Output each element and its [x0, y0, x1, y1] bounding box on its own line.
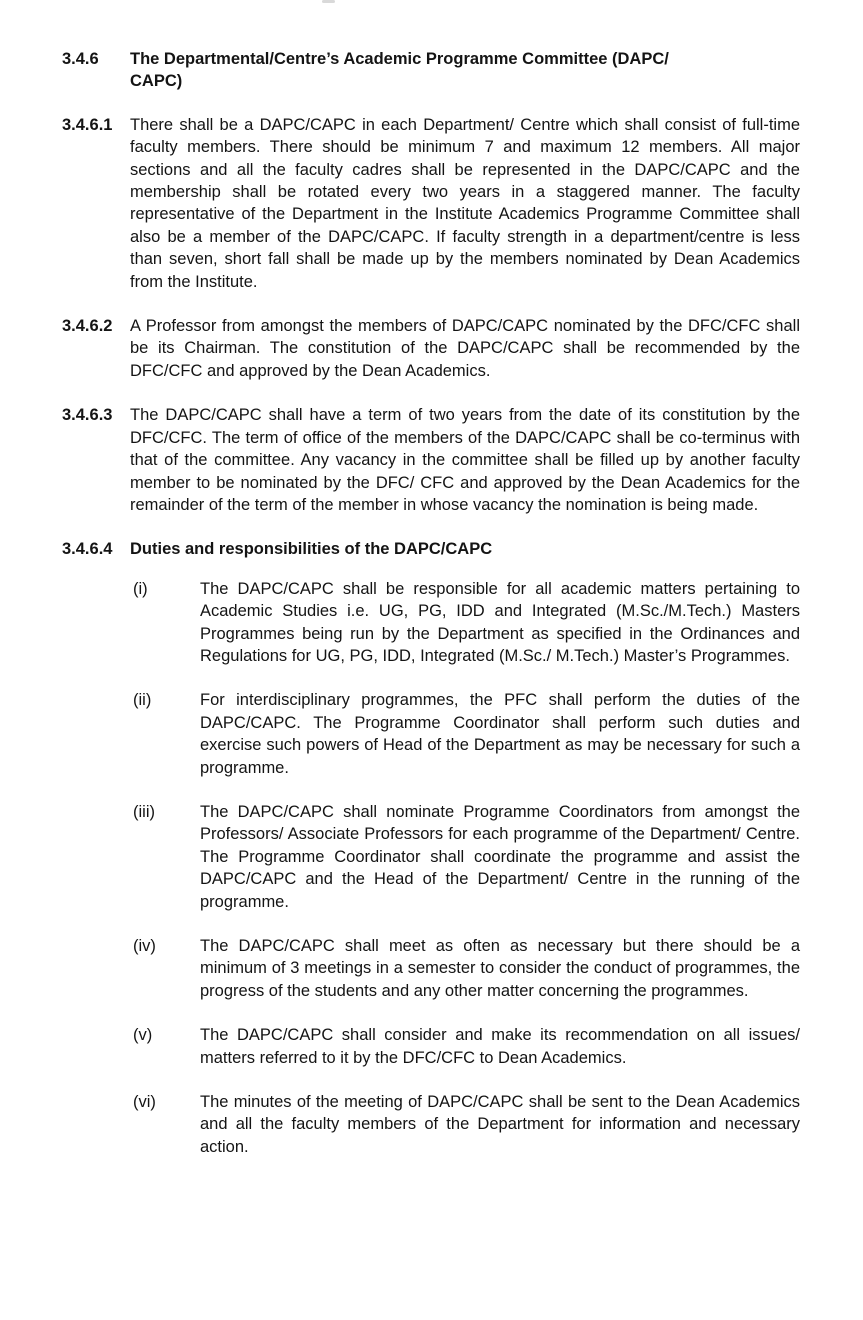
item-text: The DAPC/CAPC shall be responsible for all academic matters pertaining to Academic Studies i.e. UG, PG, IDD and Integrated (M.Sc./M.Tech.) Masters Programmes being run by the Department as specified in the Ordinances and Regulations for UG, PG, IDD, Integrated (M.Sc./ M.Tech.) Master’s Programmes.: [200, 579, 800, 665]
item-marker: (i): [133, 579, 148, 598]
section-heading: [62, 48, 800, 93]
clause-number: 3.4.6.2: [62, 317, 113, 336]
item-text: The minutes of the meeting of DAPC/CAPC shall be sent to the Dean Academics and all the faculty members of the Department for information and necessary action.: [200, 1093, 800, 1156]
clause-number: 3.4.6.4: [62, 540, 113, 559]
section-number: 3.4.6: [62, 50, 99, 68]
item-text: The DAPC/CAPC shall nominate Programme Coordinators from amongst the Professors/ Associate Professors for each programme of the Department/ Centre. The Programme Coordinator shall coordinate the programme and assist the DAPC/CAPC and the Head of the Department/ Centre in the running of the programme.: [200, 802, 800, 911]
duty-item-v: [133, 1024, 800, 1069]
clause-title: Duties and responsibilities of the DAPC/CAPC: [130, 540, 493, 559]
clause-number: 3.4.6.1: [62, 115, 113, 134]
clause-text: A Professor from amongst the members of DAPC/CAPC nominated by the DFC/CFC shall be its Chairman. The constitution of the DAPC/CAPC shall be recommended by the DFC/CFC and approved by the Dean Academics.: [130, 317, 800, 380]
section-title-line-1: The Departmental/Centre’s Academic Programme Committee (DAPC/: [130, 50, 669, 68]
section-title: [130, 48, 800, 93]
item-marker: (iv): [133, 937, 156, 955]
duty-item-ii: [133, 689, 800, 779]
item-text: The DAPC/CAPC shall meet as often as necessary but there should be a minimum of 3 meetings in a semester to consider the conduct of programmes, the progress of the students and any other matter concerning the programmes.: [200, 937, 800, 1000]
clause-3-4-6-1: [62, 114, 800, 293]
duties-list: [133, 578, 800, 1159]
clause-number: 3.4.6.3: [62, 406, 113, 425]
item-marker: (ii): [133, 691, 152, 710]
duty-item-iii: [133, 801, 800, 913]
item-marker: (iii): [133, 802, 155, 821]
section-title-line-2: CAPC): [130, 72, 183, 91]
page-edge-artifact: [322, 0, 335, 3]
item-text: The DAPC/CAPC shall consider and make its recommendation on all issues/ matters referred to it by the DFC/CFC to Dean Academics.: [200, 1026, 800, 1067]
clause-3-4-6-4-heading: [62, 538, 800, 560]
item-text: For interdisciplinary programmes, the PFC shall perform the duties of the DAPC/CAPC. The Programme Coordinator shall perform such duties and exercise such powers of Head of the Department as may be necessary for such a programme.: [200, 691, 800, 777]
duty-item-vi: [133, 1091, 800, 1158]
duty-item-iv: [133, 935, 800, 1002]
clause-3-4-6-3: [62, 404, 800, 516]
duty-item-i: [133, 578, 800, 668]
clause-text: There shall be a DAPC/CAPC in each Department/ Centre which shall consist of full-time faculty members. There should be minimum 7 and maximum 12 members. All major sections and all the faculty cadres shall be represented in the DAPC/CAPC and the membership shall be rotated every two years in a staggered manner. The faculty representative of the Department in the Institute Academics Programme Committee shall also be a member of the DAPC/CAPC. If faculty strength in a department/centre is less than seven, short fall shall be made up by the members nominated by Dean Academics from the Institute.: [130, 115, 800, 291]
clause-text: The DAPC/CAPC shall have a term of two years from the date of its constitution by the DFC/CFC. The term of office of the members of the DAPC/CAPC shall be co-terminus with that of the committee. Any vacancy in the committee shall be filled up by another faculty member to be nominated by the DFC/ CFC and approved by the Dean Academics for the remainder of the term of the member in whose vacancy the nomination is being made.: [130, 406, 800, 514]
item-marker: (vi): [133, 1093, 156, 1112]
clause-3-4-6-2: [62, 315, 800, 382]
item-marker: (v): [133, 1026, 153, 1045]
